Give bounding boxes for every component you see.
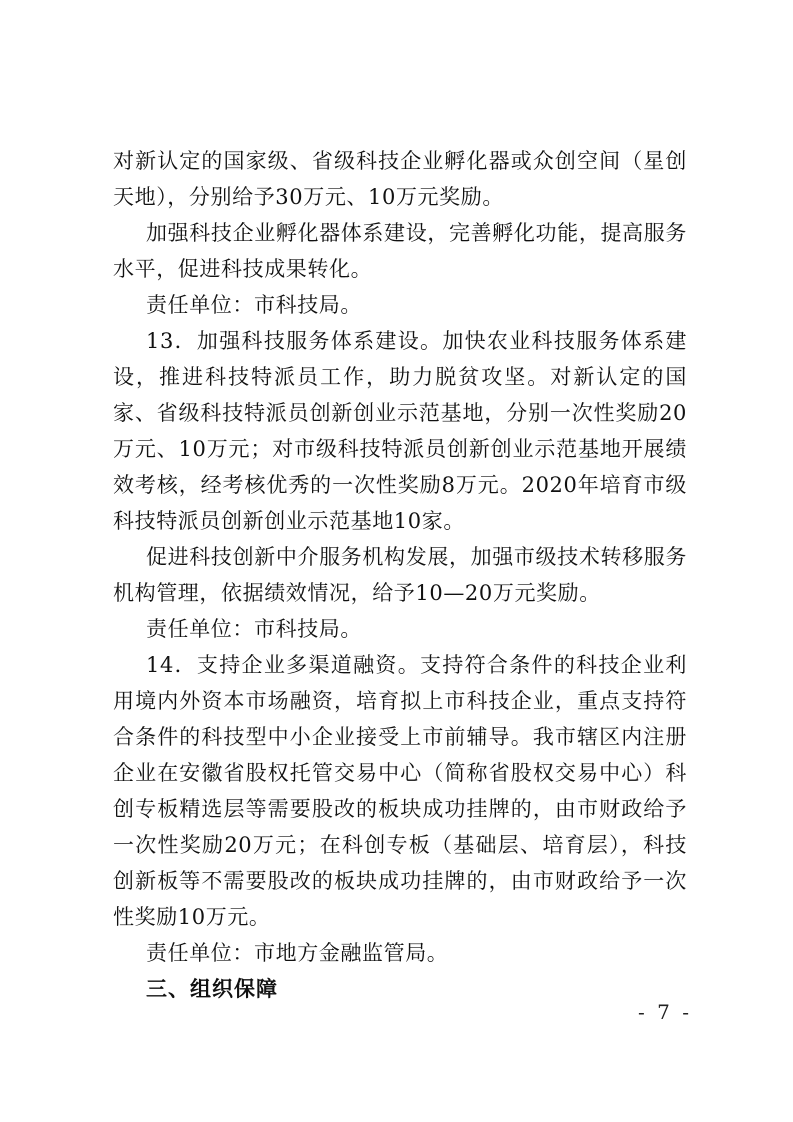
section-heading: 三、组织保障: [146, 977, 278, 1001]
paragraph-responsible-unit: 责任单位：市地方金融监管局。: [146, 941, 449, 965]
paragraph-incubator-award: 对新认定的国家级、省级科技企业孵化器或众创空间（星创天地），分别给予30万元、10万元奖励。: [113, 149, 687, 209]
paragraph-item-13: 13．加强科技服务体系建设。加快农业科技服务体系建设，推进科技特派员工作，助力脱贫攻坚。对新认定的国家、省级科技特派员创新创业示范基地，分别一次性奖励20万元、10万元；对市级科技特派员创新创业示范基地开展绩效考核，经考核优秀的一次性奖励8万元。2020年培育市级科技特派员创新创业示范基地10家。: [113, 329, 687, 533]
page-number: - 7 -: [638, 1000, 692, 1024]
paragraph-item-14: 14．支持企业多渠道融资。支持符合条件的科技企业利用境内外资本市场融资，培育拟上市科技企业，重点支持符合条件的科技型中小企业接受上市前辅导。我市辖区内注册企业在安徽省股权托管交易中心（简称省股权交易中心）科创专板精选层等需要股改的板块成功挂牌的，由市财政给予一次性奖励20万元；在科创专板（基础层、培育层），科技创新板等不需要股改的板块成功挂牌的，由市财政给予一次性奖励10万元。: [113, 653, 687, 929]
paragraph-incubator-system: 加强科技企业孵化器体系建设，完善孵化功能，提高服务水平，促进科技成果转化。: [113, 221, 687, 281]
paragraph-intermediary-services: 促进科技创新中介服务机构发展，加强市级技术转移服务机构管理，依据绩效情况，给予10—20万元奖励。: [113, 545, 687, 605]
document-body: [113, 143, 687, 1007]
paragraph-responsible-unit: 责任单位：市科技局。: [146, 293, 362, 317]
paragraph-responsible-unit: 责任单位：市科技局。: [146, 617, 362, 641]
